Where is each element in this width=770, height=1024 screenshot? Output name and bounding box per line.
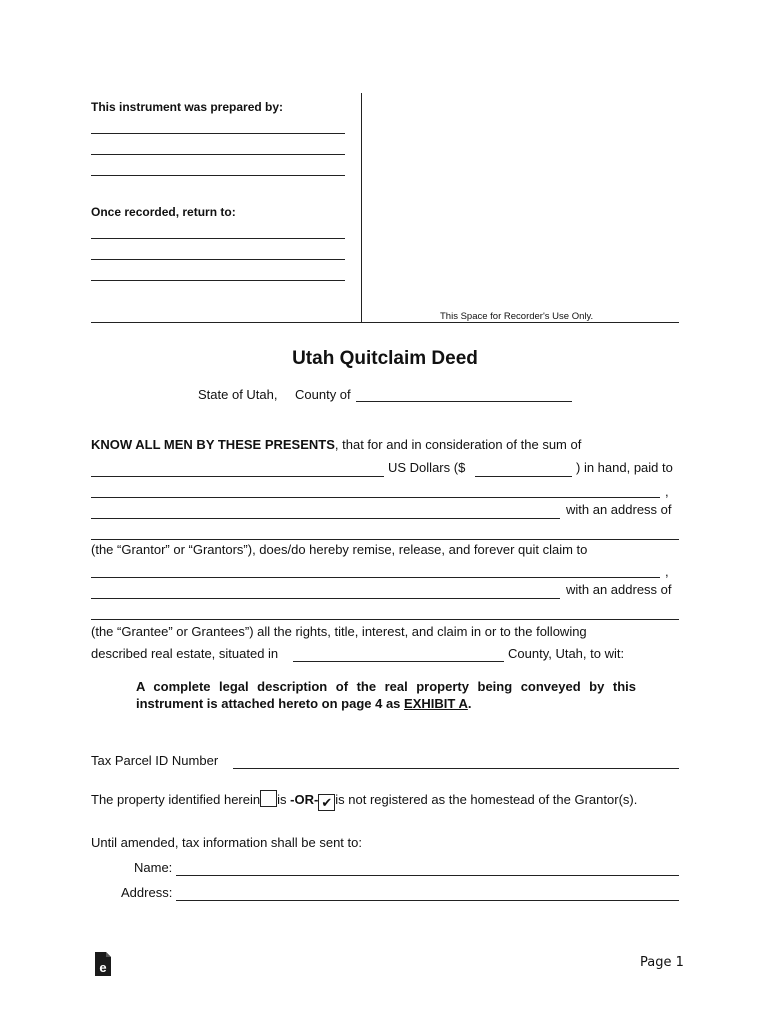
grantee-name-field[interactable]: [91, 577, 660, 578]
tax-parcel-field[interactable]: [233, 768, 679, 769]
grantee-address-field-1[interactable]: [91, 598, 560, 599]
grantee-address-field-2[interactable]: [91, 619, 679, 620]
grantee-comma: ,: [665, 564, 669, 579]
tax-parcel-label: Tax Parcel ID Number: [91, 753, 219, 768]
grantee-with-address: with an address of: [566, 582, 672, 597]
check-icon: ✔: [321, 795, 333, 810]
return-to-line-2[interactable]: [91, 259, 345, 260]
tax-name-label: Name:: [134, 860, 173, 875]
eforms-logo-icon: [93, 951, 113, 977]
legal-line-2-prefix: instrument is attached hereto on page 4 as: [136, 696, 401, 711]
grantor-with-address: with an address of: [566, 502, 672, 517]
tax-address-field[interactable]: [176, 900, 679, 901]
grantor-clause: (the “Grantor” or “Grantors”), does/do hereby remise, release, and forever quit claim to: [91, 542, 588, 557]
grantor-comma: ,: [665, 484, 669, 499]
homestead-suffix: is not registered as the homestead of the Grantor(s).: [335, 792, 638, 807]
grantee-clause: (the “Grantee” or Grantees”) all the rights, title, interest, and claim in or to the following: [91, 624, 587, 639]
homestead-prefix: The property identified herein: [91, 792, 261, 807]
logo-letter: e: [99, 960, 107, 975]
grantor-address-field-1[interactable]: [91, 518, 560, 519]
return-to-line-1[interactable]: [91, 238, 345, 239]
legal-description-line-2: [136, 696, 471, 711]
homestead-is-checkbox[interactable]: [260, 790, 277, 807]
homestead-or: -OR-: [290, 792, 319, 807]
homestead-is: is: [277, 792, 287, 807]
prepared-by-label: This instrument was prepared by:: [91, 100, 284, 114]
situated-county-field[interactable]: [293, 661, 504, 662]
know-all-rest: , that for and in consideration of the sum of: [334, 437, 582, 452]
homestead-statement: [91, 790, 637, 811]
described-prefix: described real estate, situated in: [91, 646, 279, 661]
venue-state: State of Utah,: [198, 387, 278, 402]
legal-period: .: [467, 696, 472, 711]
tax-info-intro: Until amended, tax information shall be sent to:: [91, 835, 362, 850]
prepared-by-line-1[interactable]: [91, 133, 345, 134]
recorder-note: This Space for Recorder's Use Only.: [440, 311, 594, 322]
return-to-line-3[interactable]: [91, 280, 345, 281]
prepared-by-line-2[interactable]: [91, 154, 345, 155]
grantor-address-field-2[interactable]: [91, 539, 679, 540]
prepared-by-line-3[interactable]: [91, 175, 345, 176]
grantor-name-field[interactable]: [91, 497, 660, 498]
know-all-paragraph: [91, 437, 581, 452]
tax-address-label: Address:: [121, 885, 173, 900]
know-all-bold: KNOW ALL MEN BY THESE PRESENTS: [91, 437, 335, 452]
tax-name-field[interactable]: [176, 875, 679, 876]
in-hand-label: ) in hand, paid to: [576, 460, 673, 475]
exhibit-a-reference: EXHIBIT A: [404, 696, 468, 711]
page-number: Page 1: [640, 955, 684, 970]
described-suffix: County, Utah, to wit:: [508, 646, 625, 661]
header-divider: [361, 93, 362, 323]
homestead-not-checkbox[interactable]: [318, 794, 335, 811]
return-to-label: Once recorded, return to:: [91, 205, 236, 219]
header-bottom-rule: [91, 322, 679, 323]
venue-county-label: County of: [295, 387, 351, 402]
page-title: Utah Quitclaim Deed: [292, 348, 478, 369]
sum-words-field[interactable]: [91, 476, 384, 477]
us-dollars-label: US Dollars ($: [388, 460, 466, 475]
county-field[interactable]: [356, 401, 572, 402]
sum-amount-field[interactable]: [475, 476, 572, 477]
legal-description-line-1: A complete legal description of the real property being conveyed by this: [136, 679, 636, 694]
